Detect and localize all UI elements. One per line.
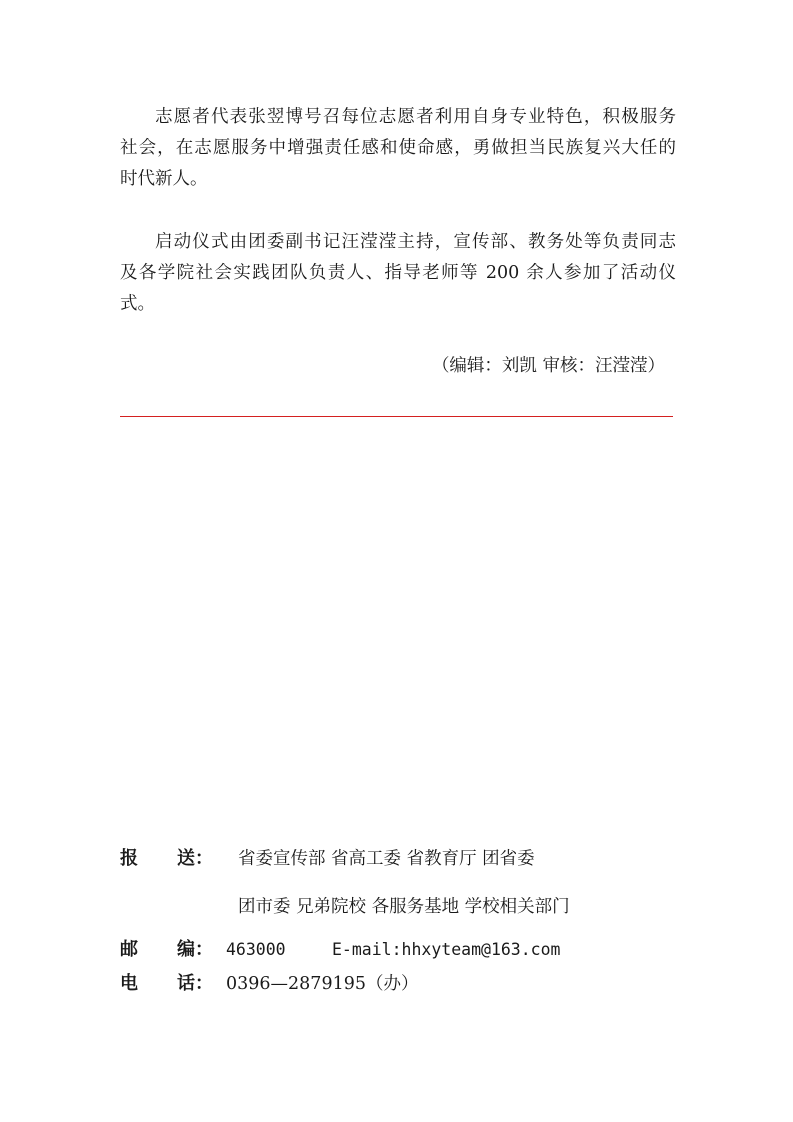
postcode-value: 463000	[226, 940, 286, 959]
phone-value: 0396—2879195（办）	[226, 974, 419, 994]
label-char: 编：	[177, 939, 213, 960]
red-divider	[120, 416, 673, 417]
text-line: 志愿者代表张翌博号召每位志愿者利用自身专业特色，积极服务	[155, 107, 676, 127]
text-line: 社会，在志愿服务中增强责任感和使命感，勇做担当民族复兴大任的	[120, 138, 676, 158]
label-char: 报	[120, 848, 138, 869]
paragraph-volunteer-call	[120, 102, 676, 195]
label-char: 送：	[177, 848, 213, 869]
email-value: E-mail:hhxyteam@163.com	[332, 940, 561, 959]
label-char: 电	[120, 973, 138, 994]
editor-note: （编辑：刘凯 审核：汪滢滢）	[431, 356, 665, 376]
paragraph-ceremony	[120, 227, 676, 320]
label-char: 话：	[177, 973, 213, 994]
text-line: 及各学院社会实践团队负责人、指导老师等 200 余人参加了活动仪	[120, 263, 676, 283]
text-line: 式。	[120, 294, 155, 314]
text-line: 时代新人。	[120, 169, 208, 189]
send-to-recipients-2: 团市委 兄弟院校 各服务基地 学校相关部门	[238, 897, 570, 917]
send-to-recipients-1: 省委宣传部 省高工委 省教育厅 团省委	[238, 849, 535, 869]
text-line: 启动仪式由团委副书记汪滢滢主持，宣传部、教务处等负责同志	[155, 232, 676, 252]
label-char: 邮	[120, 939, 138, 960]
